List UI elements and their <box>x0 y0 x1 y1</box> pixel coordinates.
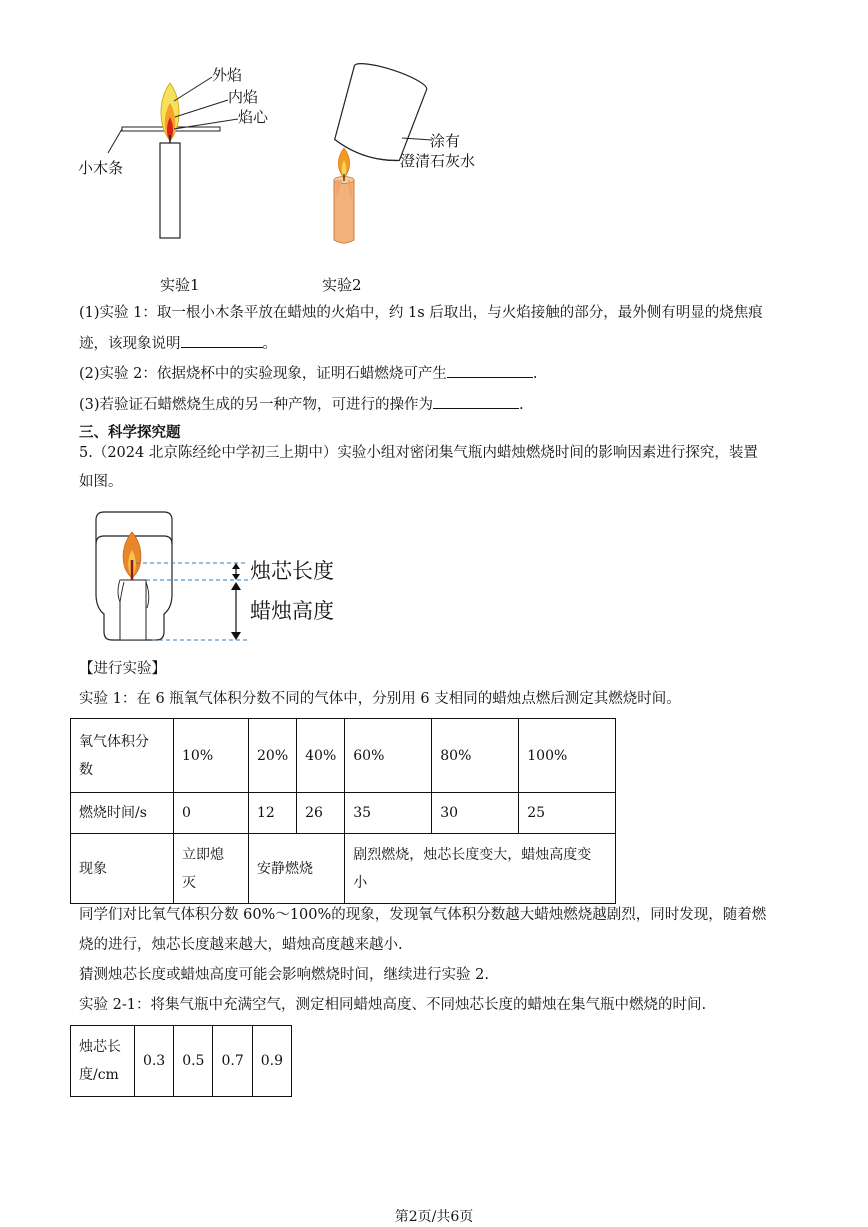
section-title: 三、科学探究题 <box>79 424 181 441</box>
q3-line <box>79 394 524 415</box>
q3-answer-blank[interactable] <box>433 394 519 409</box>
table-cell: 0.5 <box>174 1026 213 1097</box>
wick-label-1: 烛芯长 <box>79 1039 121 1055</box>
table-cell <box>71 1026 135 1097</box>
table-cell: 100% <box>519 719 616 793</box>
table-cell: 燃烧时间/s <box>71 793 174 834</box>
table-cell <box>174 834 249 904</box>
table-cell: 0.7 <box>213 1026 252 1097</box>
q1-end: 。 <box>262 336 277 352</box>
oxygen-label-1: 氧气体积分 <box>79 733 149 750</box>
q2-answer-blank[interactable] <box>447 363 533 378</box>
experiment-2-figure <box>310 60 510 250</box>
problem5-line1: 5.（2024 北京陈经纶中学初三上期中）实验小组对密闭集气瓶内蜡烛燃烧时间的影响因素进行探究，装置 <box>79 445 758 461</box>
q3-end: . <box>519 397 524 413</box>
table-cell: 20% <box>249 719 297 793</box>
table-row <box>71 719 616 793</box>
q1-answer-blank[interactable] <box>181 333 263 348</box>
flame-core-label: 焰心 <box>238 108 269 126</box>
table-cell: 12 <box>249 793 297 834</box>
table-cell: 0.3 <box>134 1026 173 1097</box>
table-cell: 25 <box>519 793 616 834</box>
phenomenon-3a: 剧烈燃烧，烛芯长度变大，蜡烛高度变 <box>353 846 592 863</box>
candle-height-label: 蜡烛高度 <box>250 599 334 623</box>
q1-line2-text: 迹，该现象说明 <box>79 336 181 352</box>
q1-line2 <box>79 333 277 354</box>
table-cell: 0.9 <box>252 1026 291 1097</box>
problem5-line2: 如图。 <box>79 474 123 490</box>
experiment-1-figure <box>70 55 290 250</box>
oxygen-label-2: 数 <box>79 761 93 778</box>
outer-flame-label: 外焰 <box>212 66 243 84</box>
phenomenon-1a: 立即熄 <box>182 846 224 863</box>
para1-line1: 同学们对比氧气体积分数 60%～100%的现象，发现氧气体积分数越大蜡烛燃烧越剧烈，同时发现，随着燃 <box>79 907 767 923</box>
phenomenon-1b: 灭 <box>182 874 196 891</box>
table-row <box>71 834 616 904</box>
table-cell: 现象 <box>71 834 174 904</box>
coating-label-2: 澄清石灰水 <box>400 152 476 170</box>
q1-line1: (1)实验 1：取一根小木条平放在蜡烛的火焰中，约 1s 后取出，与火焰接触的部分，最外侧有明显的烧焦痕 <box>79 305 763 321</box>
para2: 猜测烛芯长度或蜡烛高度可能会影响燃烧时间，继续进行实验 2. <box>79 967 489 983</box>
table-cell: 10% <box>174 719 249 793</box>
exp21-description: 实验 2-1：将集气瓶中充满空气，测定相同蜡烛高度、不同烛芯长度的蜡烛在集气瓶中燃烧的时间. <box>79 997 707 1013</box>
experiment-header: 【进行实验】 <box>79 661 166 677</box>
jar-candle-figure <box>80 506 380 648</box>
wick-label-2: 度/cm <box>79 1067 119 1083</box>
para1-line2: 烧的进行，烛芯长度越来越大，蜡烛高度越来越小. <box>79 937 403 953</box>
q2-text: (2)实验 2：依据烧杯中的实验现象，证明石蜡燃烧可产生 <box>79 366 447 382</box>
table-cell: 35 <box>345 793 432 834</box>
table-cell: 0 <box>174 793 249 834</box>
table-cell: 80% <box>432 719 519 793</box>
table-cell <box>71 719 174 793</box>
exp1-description: 实验 1：在 6 瓶氧气体积分数不同的气体中，分别用 6 支相同的蜡烛点燃后测定其燃烧时间。 <box>79 691 681 707</box>
table-cell: 40% <box>297 719 345 793</box>
q3-text: (3)若验证石蜡燃烧生成的另一种产物，可进行的操作为 <box>79 397 434 413</box>
wick-length-label: 烛芯长度 <box>250 559 334 583</box>
q2-line <box>79 363 537 384</box>
table-cell: 26 <box>297 793 345 834</box>
table-cell: 60% <box>345 719 432 793</box>
figure2-caption: 实验2 <box>322 276 362 294</box>
stick-label: 小木条 <box>78 159 124 177</box>
figure1-caption: 实验1 <box>160 276 200 294</box>
page-footer: 第2页/共6页 <box>394 1209 474 1225</box>
table-row <box>71 793 616 834</box>
coating-label-1: 涂有 <box>430 132 461 150</box>
inner-flame-label: 内焰 <box>228 88 259 106</box>
phenomenon-3b: 小 <box>353 874 368 891</box>
table-cell: 30 <box>432 793 519 834</box>
q2-end: . <box>532 366 538 382</box>
table-row <box>71 1026 292 1097</box>
table-cell: 安静燃烧 <box>249 834 345 904</box>
wick-length-table <box>70 1025 292 1097</box>
oxygen-table <box>70 718 616 904</box>
table-cell <box>345 834 616 904</box>
